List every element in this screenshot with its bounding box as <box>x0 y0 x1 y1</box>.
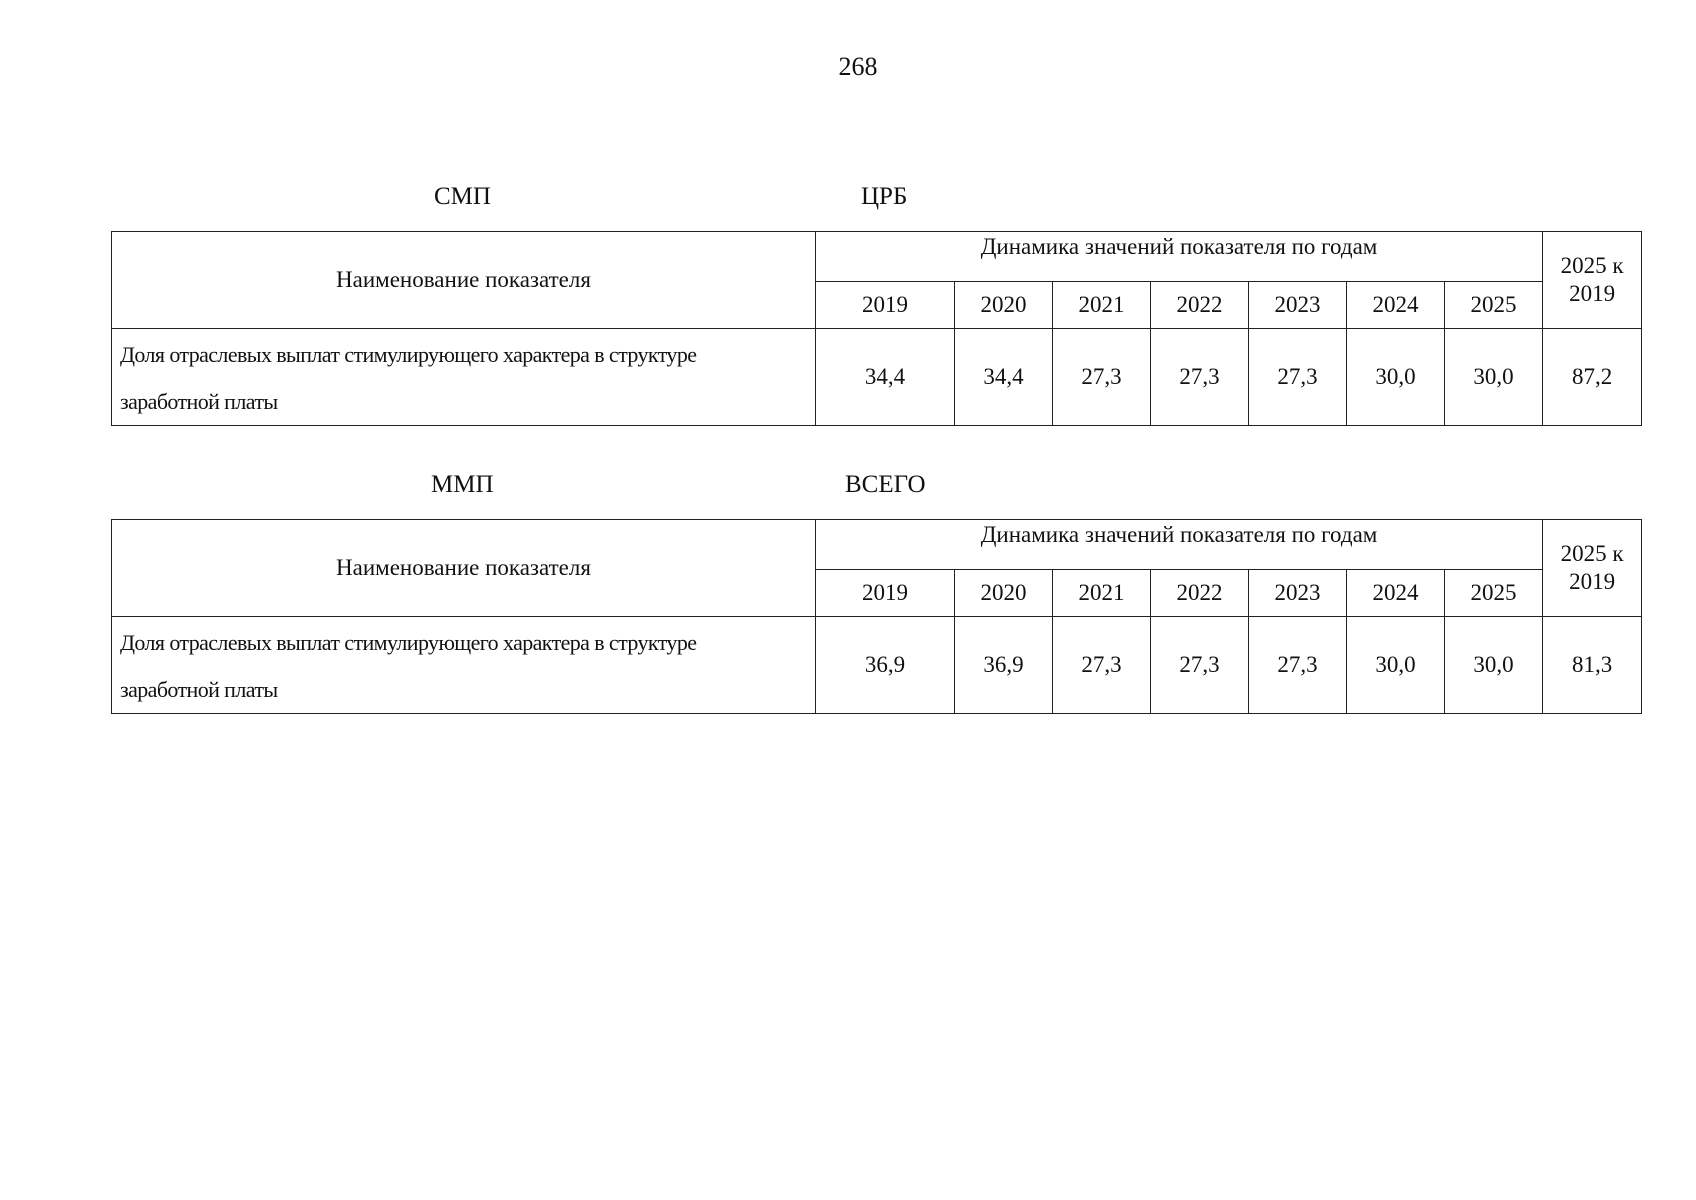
indicator-name-line2: заработной платы <box>120 389 278 414</box>
name-column-header: Наименование показателя <box>112 232 816 329</box>
ratio-cell: 87,2 <box>1543 329 1642 426</box>
value-cell: 30,0 <box>1347 329 1445 426</box>
ratio-column-header <box>1543 232 1642 329</box>
year-header: 2022 <box>1151 570 1249 617</box>
section-label-total: ВСЕГО <box>845 471 926 498</box>
year-header: 2021 <box>1053 282 1151 329</box>
ratio-cell: 81,3 <box>1543 617 1642 714</box>
year-header: 2019 <box>816 570 955 617</box>
ratio-header-line2: 2019 <box>1569 569 1616 594</box>
indicator-name-line1: Доля отраслевых выплат стимулирующего характера в структуре <box>120 630 697 655</box>
indicator-table-2 <box>111 519 1642 714</box>
value-cell: 27,3 <box>1053 617 1151 714</box>
section-label-crb: ЦРБ <box>861 183 908 210</box>
value-cell: 27,3 <box>1249 617 1347 714</box>
indicator-name-line1: Доля отраслевых выплат стимулирующего характера в структуре <box>120 342 697 367</box>
dynamics-header: Динамика значений показателя по годам <box>816 520 1543 570</box>
value-cell: 30,0 <box>1347 617 1445 714</box>
table-row <box>112 329 1642 426</box>
name-column-header: Наименование показателя <box>112 520 816 617</box>
value-cell: 34,4 <box>816 329 955 426</box>
value-cell: 27,3 <box>1151 329 1249 426</box>
year-header: 2023 <box>1249 282 1347 329</box>
year-header: 2022 <box>1151 282 1249 329</box>
table-row <box>112 617 1642 714</box>
year-header: 2019 <box>816 282 955 329</box>
year-header: 2021 <box>1053 570 1151 617</box>
value-cell: 36,9 <box>816 617 955 714</box>
ratio-header-line1: 2025 к <box>1560 541 1624 566</box>
ratio-column-header <box>1543 520 1642 617</box>
year-header: 2020 <box>955 570 1053 617</box>
section-label-mmp: ММП <box>431 471 494 498</box>
indicator-name-line2: заработной платы <box>120 677 278 702</box>
year-header: 2025 <box>1445 570 1543 617</box>
value-cell: 27,3 <box>1151 617 1249 714</box>
indicator-name <box>112 617 816 714</box>
indicator-name <box>112 329 816 426</box>
year-header: 2024 <box>1347 570 1445 617</box>
section-label-smp: СМП <box>434 183 491 210</box>
ratio-header-line2: 2019 <box>1569 281 1616 306</box>
value-cell: 27,3 <box>1249 329 1347 426</box>
indicator-table-1 <box>111 231 1642 426</box>
value-cell: 36,9 <box>955 617 1053 714</box>
value-cell: 30,0 <box>1445 329 1543 426</box>
value-cell: 30,0 <box>1445 617 1543 714</box>
value-cell: 27,3 <box>1053 329 1151 426</box>
page-number: 268 <box>838 52 878 81</box>
dynamics-header: Динамика значений показателя по годам <box>816 232 1543 282</box>
ratio-header-line1: 2025 к <box>1560 253 1624 278</box>
year-header: 2023 <box>1249 570 1347 617</box>
value-cell: 34,4 <box>955 329 1053 426</box>
year-header: 2024 <box>1347 282 1445 329</box>
year-header: 2025 <box>1445 282 1543 329</box>
year-header: 2020 <box>955 282 1053 329</box>
